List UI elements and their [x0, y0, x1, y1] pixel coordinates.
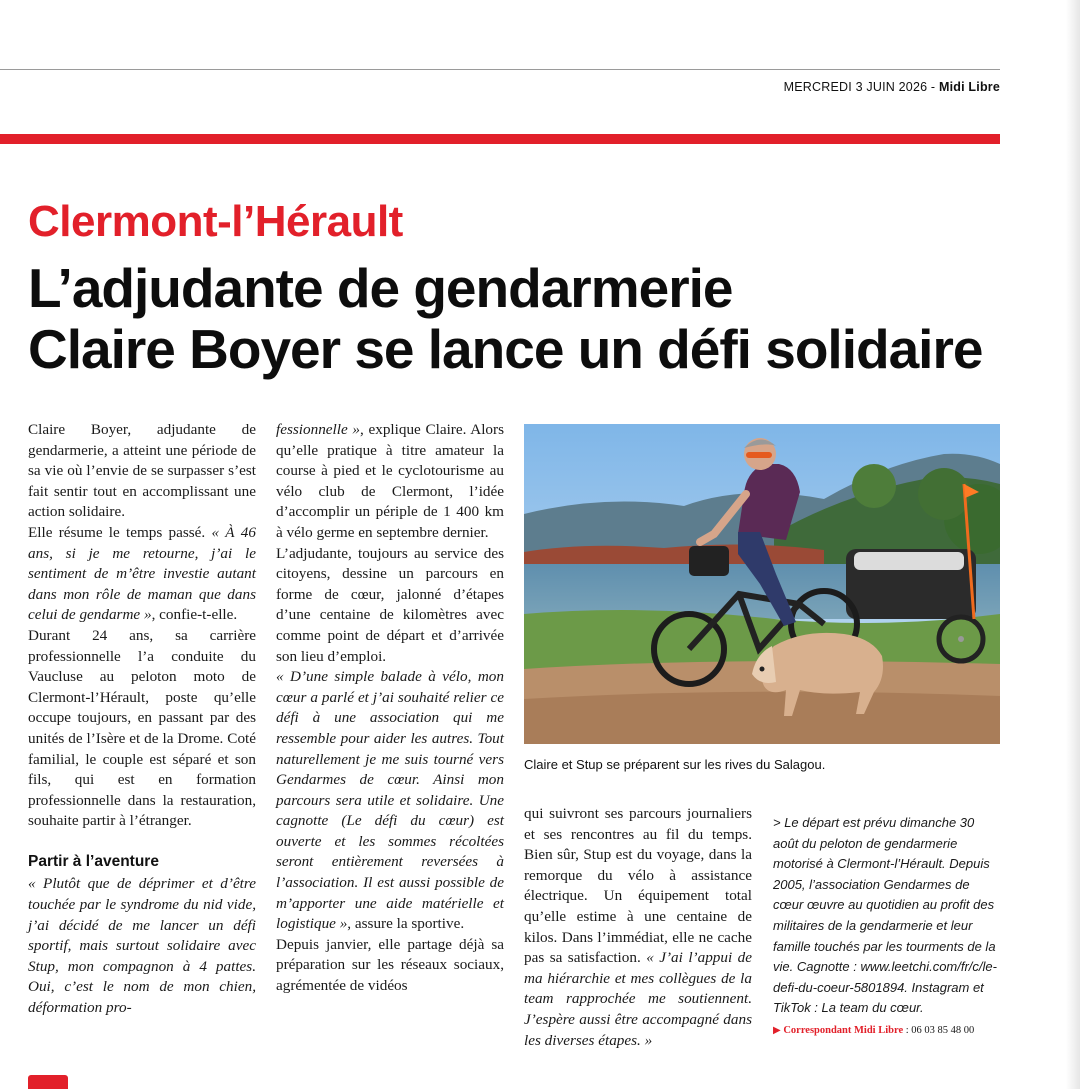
- headline-line-2: Claire Boyer se lance un défi solidaire: [28, 318, 983, 380]
- paragraph: [276, 420, 504, 544]
- paragraph: [28, 523, 256, 626]
- cyclist-dog-photo: [524, 424, 1000, 744]
- sidebar-text: > Le départ est prévu dimanche 30 août du peloton de gendarmerie motorisé à Clermont-l’Hérault. Depuis 2005, l’association Gendarmes de cœur œuvre au quotidien au profit des militaires de la gendarmerie et leur famille touchés par les tourments de la vie. Cagnotte : www.leetchi.com/fr/c/le-defi-du-coeur-5801894. Instagram et TikTok : La team du cœur.: [773, 815, 997, 1016]
- dateline-separator: -: [927, 80, 939, 94]
- text-run: Elle résume le temps passé.: [28, 523, 212, 541]
- text-run: , explique Claire. Alors qu’elle pratique à titre amateur la course à pied et le cyclotourisme au vélo club de Clermont, l’idée d’accomplir un périple de 1 400 km à vélo germe en septembre dernier.: [276, 421, 504, 541]
- paragraph: L’adjudante, toujours au service des citoyens, dessine un parcours en forme de cœur, jalonné d’étapes d’une centaine de kilomètres avec comme point de départ et d’arrivée son lieu d’emploi.: [276, 544, 504, 665]
- paper-name: Midi Libre: [938, 80, 1000, 94]
- paragraph: Durant 24 ans, sa carrière professionnelle l’a conduite du Vaucluse au peloton moto de Clermont-l’Hérault, poste qu’elle occupe toujours, en passant par des unités de l’Isère et de la Drome. Coté familial, le couple est séparé et son fils, qui est en formation professionnelle dans la restauration, souhaite partir à l’étranger.: [28, 626, 256, 830]
- article-column-2: [276, 420, 504, 997]
- article-headline: [28, 258, 1028, 380]
- quote: « D’une simple balade à vélo, mon cœur a parlé et j’ai souhaité relier ce défi à une association qui me ressemble pour aider les autres. Tout naturellement je me suis tourné vers Gendarmes de cœur. Ainsi mon parcours sera utile et solidaire. Une cagnotte (Le défi du cœur) est ouverte et les sommes récoltées seront entièrement reversées à l’association. Il est aussi possible de m’apporter une aide matérielle et logistique »: [276, 668, 504, 933]
- next-article-fragment: [28, 1075, 68, 1089]
- article-column-3: [524, 804, 752, 1051]
- text-run: , confie-t-elle.: [151, 606, 238, 624]
- correspondent-line: [773, 1021, 1001, 1042]
- quote: « À 46 ans, si je me retourne, j’ai le sentiment de m’être investie autant dans mon rôle de maman que dans celui de gendarme »: [28, 523, 256, 624]
- paragraph: [524, 804, 752, 1051]
- top-rule: [0, 69, 1000, 70]
- page-edge-shadow: [1066, 0, 1080, 1089]
- photo-caption: Claire et Stup se préparent sur les rives du Salagou.: [524, 757, 826, 772]
- paragraph: Claire Boyer, adjudante de gendarmerie, a atteint une période de sa vie où l’envie de se surpasser s’est fait sentir tout en accomplissant une action solidaire.: [28, 421, 256, 521]
- quote-paragraph: « Plutôt que de déprimer et d’être touchée par le syndrome du nid vide, j’ai décidé de me lancer un défi sportif, mais surtout solidaire avec Stup, mon compagnon à 4 pattes. Oui, c’est le nom de mon chien, déformation pro-: [28, 875, 256, 1017]
- location-kicker: Clermont-l’Hérault: [28, 197, 403, 246]
- triangle-icon: ▶: [773, 1024, 781, 1036]
- issue-date: MERCREDI 3 JUIN 2026: [783, 80, 928, 94]
- text-run: qui suivront ses parcours journaliers et ses rencontres au fil du temps. Bien sûr, Stup est du voyage, dans la remorque du vélo à assistance électrique. Un équipement total qu’elle estime à une centaine de kilos. Dans l’immédiat, elle ne cache pas sa satisfaction.: [524, 805, 752, 967]
- section-red-bar: [0, 134, 1000, 144]
- text-run: , assure la sportive.: [347, 915, 465, 933]
- dateline: [784, 80, 1000, 94]
- paragraph: [276, 667, 504, 935]
- paragraph: Depuis janvier, elle partage déjà sa préparation sur les réseaux sociaux, agrémentée de vidéos: [276, 935, 504, 995]
- headline-line-1: L’adjudante de gendarmerie: [28, 257, 733, 319]
- quote: « J’ai l’appui de ma hiérarchie et mes collègues de la team rapprochée me soutiennent. J’espère aussi être accompagné dans les diverses étapes. »: [524, 949, 752, 1049]
- quote: fessionnelle »: [276, 421, 360, 438]
- info-sidebar: [773, 813, 1001, 1042]
- article-column-1: [28, 420, 256, 1019]
- correspondent-label: Correspondant Midi Libre: [783, 1024, 904, 1036]
- correspondent-phone: : 06 03 85 48 00: [903, 1024, 975, 1036]
- section-subhead: Partir à l’aventure: [28, 852, 159, 870]
- article-photo: [524, 424, 1000, 744]
